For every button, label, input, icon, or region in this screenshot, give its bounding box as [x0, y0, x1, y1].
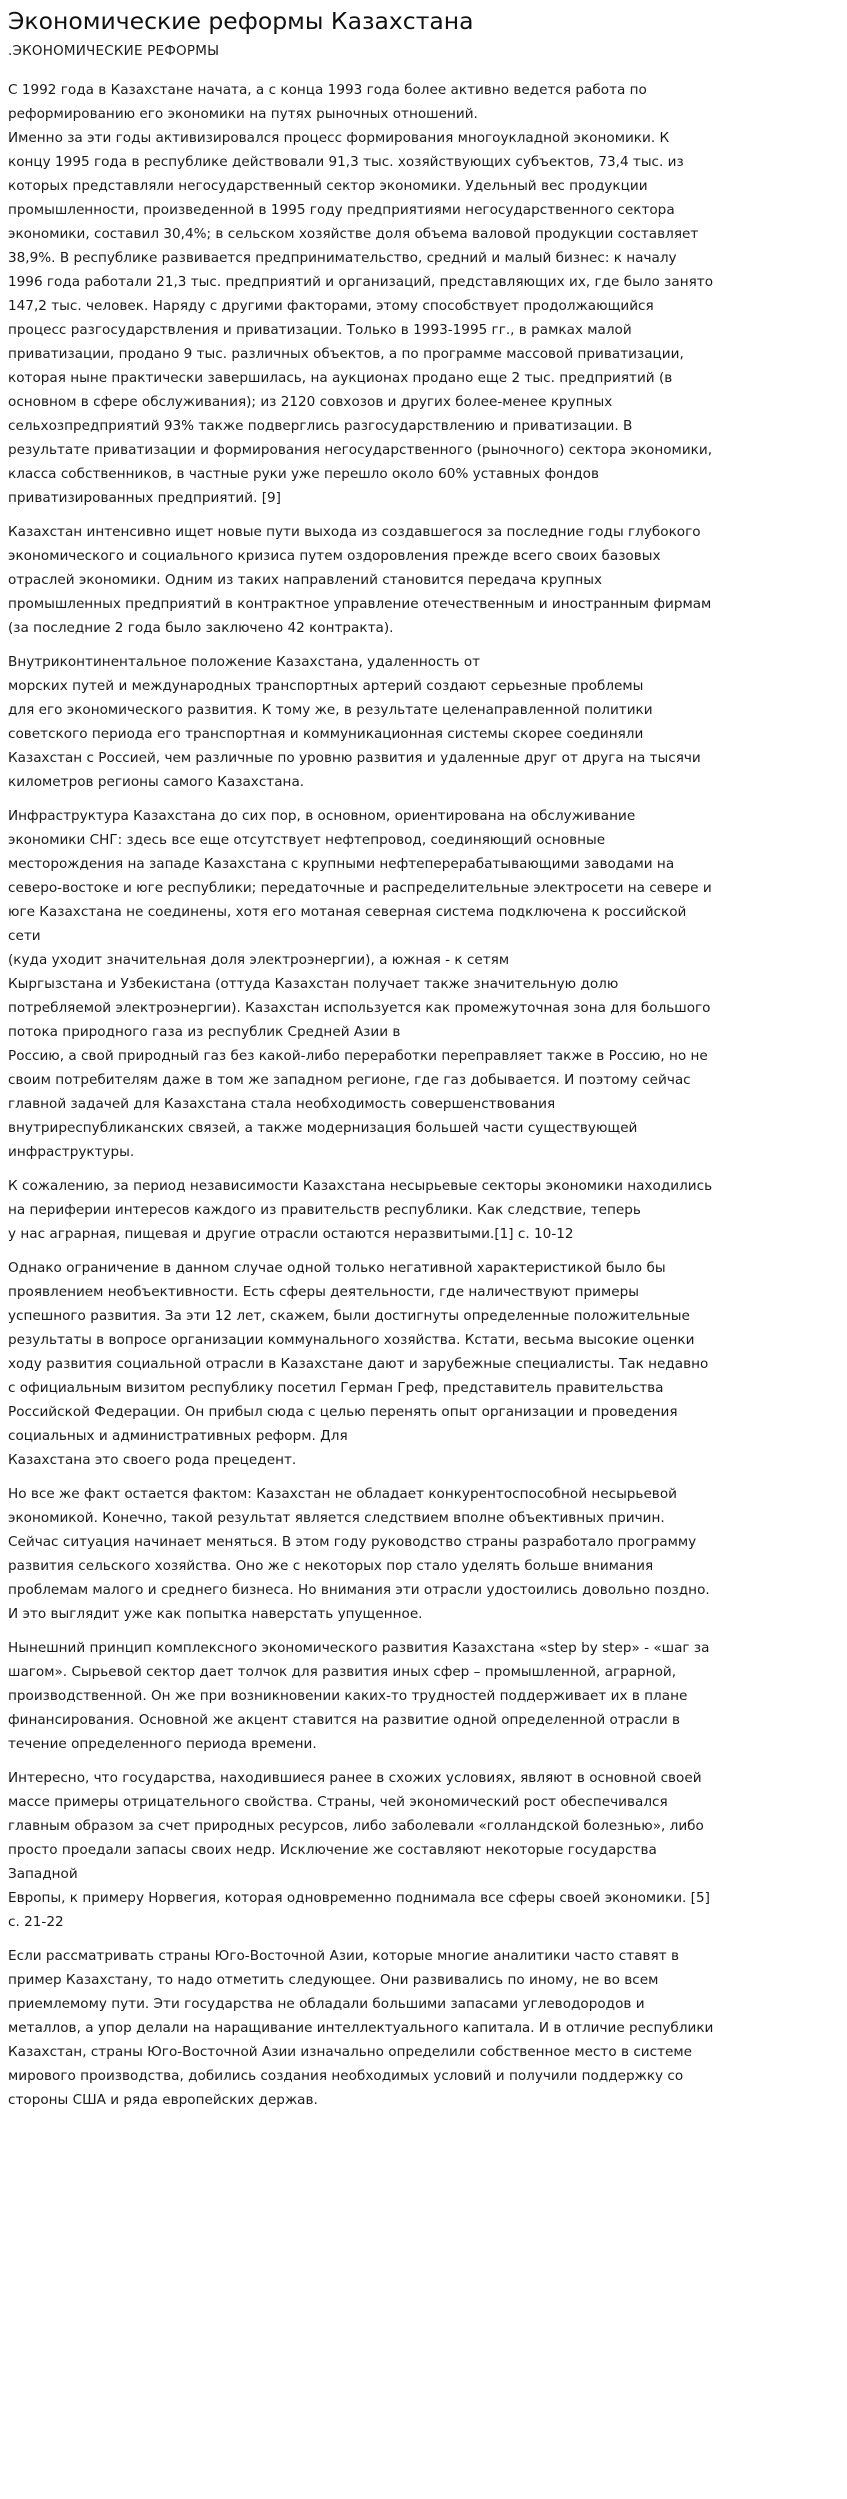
paragraph-line: Казахстан интенсивно ищет новые пути выхода из создавшегося за последние годы глубокого — [8, 524, 701, 540]
article-paragraph — [8, 78, 839, 510]
paragraph-line: которая ныне практически завершилась, на аукционах продано еще 2 тыс. предприятий (в — [8, 370, 673, 386]
paragraph-line: потребляемой электроэнергии). Казахстан используется как промежуточная зона для большого — [8, 1000, 711, 1016]
article-paragraph — [8, 1766, 839, 1934]
paragraph-line: юге Казахстана не соединены, хотя его мотаная северная система подключена к российской — [8, 904, 687, 920]
article-paragraph — [8, 1256, 839, 1472]
paragraph-line: финансирования. Основной же акцент ставится на развитие одной определенной отрасли в — [8, 1712, 680, 1728]
paragraph-line: для его экономического развития. К тому же, в результате целенаправленной политики — [8, 702, 653, 718]
article-body — [8, 78, 839, 2112]
paragraph-line: отраслей экономики. Одним из таких направлений становится передача крупных — [8, 572, 603, 588]
article-paragraph — [8, 520, 839, 640]
paragraph-line: просто проедали запасы своих недр. Исключение же составляют некоторые государства — [8, 1842, 657, 1858]
paragraph-line: экономического и социального кризиса путем оздоровления прежде всего своих базовых — [8, 548, 661, 564]
paragraph-line: инфраструктуры. — [8, 1144, 135, 1160]
paragraph-line: советского периода его транспортная и коммуникационная системы скорее соединяли — [8, 726, 644, 742]
paragraph-line: пример Казахстану, то надо отметить следующее. Они развивались по иному, не во всем — [8, 1972, 659, 1988]
paragraph-line: 1996 года работали 21,3 тыс. предприятий и организаций, представляющих их, где было занято — [8, 274, 714, 290]
paragraph-line: С 1992 года в Казахстане начата, а с конца 1993 года более активно ведется работа по — [8, 82, 647, 98]
paragraph-line: на периферии интересов каждого из правительств республики. Как следствие, теперь — [8, 1202, 641, 1218]
paragraph-line: приемлемому пути. Эти государства не обладали большими запасами углеводородов и — [8, 1996, 645, 2012]
paragraph-line: течение определенного периода времени. — [8, 1736, 317, 1752]
paragraph-line: развития сельского хозяйства. Оно же с некоторых пор стало уделять больше внимания — [8, 1558, 654, 1574]
paragraph-line: Именно за эти годы активизировался процесс формирования многоукладной экономики. К — [8, 130, 670, 146]
paragraph-line: потока природного газа из республик Средней Азии в — [8, 1024, 401, 1040]
paragraph-line: И это выглядит уже как попытка наверстать упущенное. — [8, 1606, 423, 1622]
paragraph-line: класса собственников, в частные руки уже перешло около 60% уставных фондов — [8, 466, 600, 482]
paragraph-line: (куда уходит значительная доля электроэнергии), а южная - к сетям — [8, 952, 510, 968]
paragraph-line: основном в сфере обслуживания); из 2120 совхозов и других более-менее крупных — [8, 394, 613, 410]
paragraph-line: проявлением необъективности. Есть сферы деятельности, где наличествуют примеры — [8, 1284, 639, 1300]
paragraph-line: промышленности, произведенной в 1995 году предприятиями негосударственного сектора — [8, 202, 675, 218]
paragraph-line: с официальным визитом республику посетил Герман Греф, представитель правительства — [8, 1380, 664, 1396]
paragraph-line: стороны США и ряда европейских держав. — [8, 2092, 318, 2108]
paragraph-line: промышленных предприятий в контрактное управление отечественным и иностранным фирмам — [8, 596, 712, 612]
paragraph-line: Европы, к примеру Норвегия, которая одновременно поднимала все сферы своей экономики. [5] — [8, 1890, 710, 1906]
paragraph-line: успешного развития. За эти 12 лет, скажем, были достигнуты определенные положительные — [8, 1308, 690, 1324]
paragraph-line: производственной. Он же при возникновении каких-то трудностей поддерживает их в плане — [8, 1688, 688, 1704]
paragraph-line: с. 21-22 — [8, 1914, 64, 1930]
paragraph-line: процесс разгосударствления и приватизации. Только в 1993-1995 гг., в рамках малой — [8, 322, 632, 338]
paragraph-line: которых представляли негосударственный сектор экономики. Удельный вес продукции — [8, 178, 648, 194]
paragraph-line: Нынешний принцип комплексного экономического развития Казахстана «step by step» - «шаг за — [8, 1640, 710, 1656]
article-paragraph — [8, 804, 839, 1164]
paragraph-line: экономикой. Конечно, такой результат является следствием вполне объективных причин. — [8, 1510, 665, 1526]
paragraph-line: Но все же факт остается фактом: Казахстан не обладает конкурентоспособной несырьевой — [8, 1486, 677, 1502]
page-title: Экономические реформы Казахстана — [8, 7, 474, 35]
paragraph-line: К сожалению, за период независимости Казахстана несырьевые секторы экономики находились — [8, 1178, 713, 1194]
paragraph-line: мирового производства, добились создания необходимых условий и получили поддержку со — [8, 2068, 684, 2084]
paragraph-line: Казахстана это своего рода прецедент. — [8, 1452, 297, 1468]
article-paragraph — [8, 1636, 839, 1756]
article-paragraph — [8, 650, 839, 794]
paragraph-line: металлов, а упор делали на наращивание интеллектуального капитала. И в отличие республики — [8, 2020, 714, 2036]
paragraph-line: Западной — [8, 1866, 78, 1882]
paragraph-line: социальных и административных реформ. Для — [8, 1428, 348, 1444]
paragraph-line: массе примеры отрицательного свойства. Страны, чей экономический рост обеспечивался — [8, 1794, 668, 1810]
paragraph-line: Россию, а свой природный газ без какой-либо переработки переправляет также в Россию, но не — [8, 1048, 708, 1064]
paragraph-line: Казахстан с Россией, чем различные по уровню развития и удаленные друг от друга на тысячи — [8, 750, 701, 766]
paragraph-line: 38,9%. В республике развивается предпринимательство, средний и малый бизнес: к началу — [8, 250, 677, 266]
paragraph-line: (за последние 2 года было заключено 42 контракта). — [8, 620, 394, 636]
section-subheading: .ЭКОНОМИЧЕСКИЕ РЕФОРМЫ — [8, 43, 220, 59]
paragraph-line: приватизации, продано 9 тыс. различных объектов, а по программе массовой приватизации, — [8, 346, 684, 362]
paragraph-line: экономики СНГ: здесь все еще отсутствует нефтепровод, соединяющий основные — [8, 832, 606, 848]
paragraph-line: сети — [8, 928, 41, 944]
paragraph-line: экономики, составил 30,4%; в сельском хозяйстве доля объема валовой продукции составляет — [8, 226, 699, 242]
paragraph-line: приватизированных предприятий. [9] — [8, 490, 281, 506]
paragraph-line: Однако ограничение в данном случае одной только негативной характеристикой было бы — [8, 1260, 666, 1276]
paragraph-line: километров регионы самого Казахстана. — [8, 774, 305, 790]
paragraph-line: результате приватизации и формирования негосударственного (рыночного) сектора экономики, — [8, 442, 713, 458]
paragraph-line: концу 1995 года в республике действовали 91,3 тыс. хозяйствующих субъектов, 73,4 тыс. из — [8, 154, 684, 170]
paragraph-line: главной задачей для Казахстана стала необходимость совершенствования — [8, 1096, 556, 1112]
paragraph-line: Казахстан, страны Юго-Восточной Азии изначально определили собственное место в системе — [8, 2044, 693, 2060]
paragraph-line: шагом». Сырьевой сектор дает толчок для развития иных сфер – промышленной, аграрной, — [8, 1664, 677, 1680]
paragraph-line: сельхозпредприятий 93% также подверглись разгосударствлению и приватизации. В — [8, 418, 633, 434]
paragraph-line: внутриреспубликанских связей, а также модернизация большей части существующей — [8, 1120, 638, 1136]
paragraph-line: Кыргызстана и Узбекистана (оттуда Казахстан получает также значительную долю — [8, 976, 619, 992]
paragraph-line: Если рассматривать страны Юго-Восточной Азии, которые многие аналитики часто ставят в — [8, 1948, 679, 1964]
paragraph-line: Сейчас ситуация начинает меняться. В этом году руководство страны разработало программу — [8, 1534, 697, 1550]
paragraph-line: Внутриконтинентальное положение Казахстана, удаленность от — [8, 654, 481, 670]
paragraph-line: Российской Федерации. Он прибыл сюда с целью перенять опыт организации и проведения — [8, 1404, 678, 1420]
paragraph-line: северо-востоке и юге республики; передаточные и распределительные электросети на севере и — [8, 880, 712, 896]
paragraph-line: проблемам малого и среднего бизнеса. Но внимания эти отрасли удостоились довольно поздно. — [8, 1582, 710, 1598]
article-paragraph — [8, 1174, 839, 1246]
paragraph-line: ходу развития социальной отрасли в Казахстане дают и зарубежные специалисты. Так недавно — [8, 1356, 709, 1372]
paragraph-line: реформированию его экономики на путях рыночных отношений. — [8, 106, 478, 122]
paragraph-line: 147,2 тыс. человек. Наряду с другими факторами, этому способствует продолжающийся — [8, 298, 654, 314]
paragraph-line: результаты в вопросе организации коммунального хозяйства. Кстати, весьма высокие оценки — [8, 1332, 695, 1348]
paragraph-line: Интересно, что государства, находившиеся ранее в схожих условиях, являют в основной своей — [8, 1770, 702, 1786]
article-paragraph — [8, 1482, 839, 1626]
paragraph-line: месторождения на западе Казахстана с крупными нефтеперерабатывающими заводами на — [8, 856, 675, 872]
paragraph-line: своим потребителям даже в том же западном регионе, где газ добывается. И поэтому сейчас — [8, 1072, 691, 1088]
paragraph-line: морских путей и международных транспортных артерий создают серьезные проблемы — [8, 678, 644, 694]
article-paragraph — [8, 1944, 839, 2112]
paragraph-line: Инфраструктура Казахстана до сих пор, в основном, ориентирована на обслуживание — [8, 808, 636, 824]
paragraph-line: главным образом за счет природных ресурсов, либо заболевали «голландской болезнью», либо — [8, 1818, 704, 1834]
paragraph-line: у нас аграрная, пищевая и другие отрасли остаются неразвитыми.[1] с. 10-12 — [8, 1226, 574, 1242]
